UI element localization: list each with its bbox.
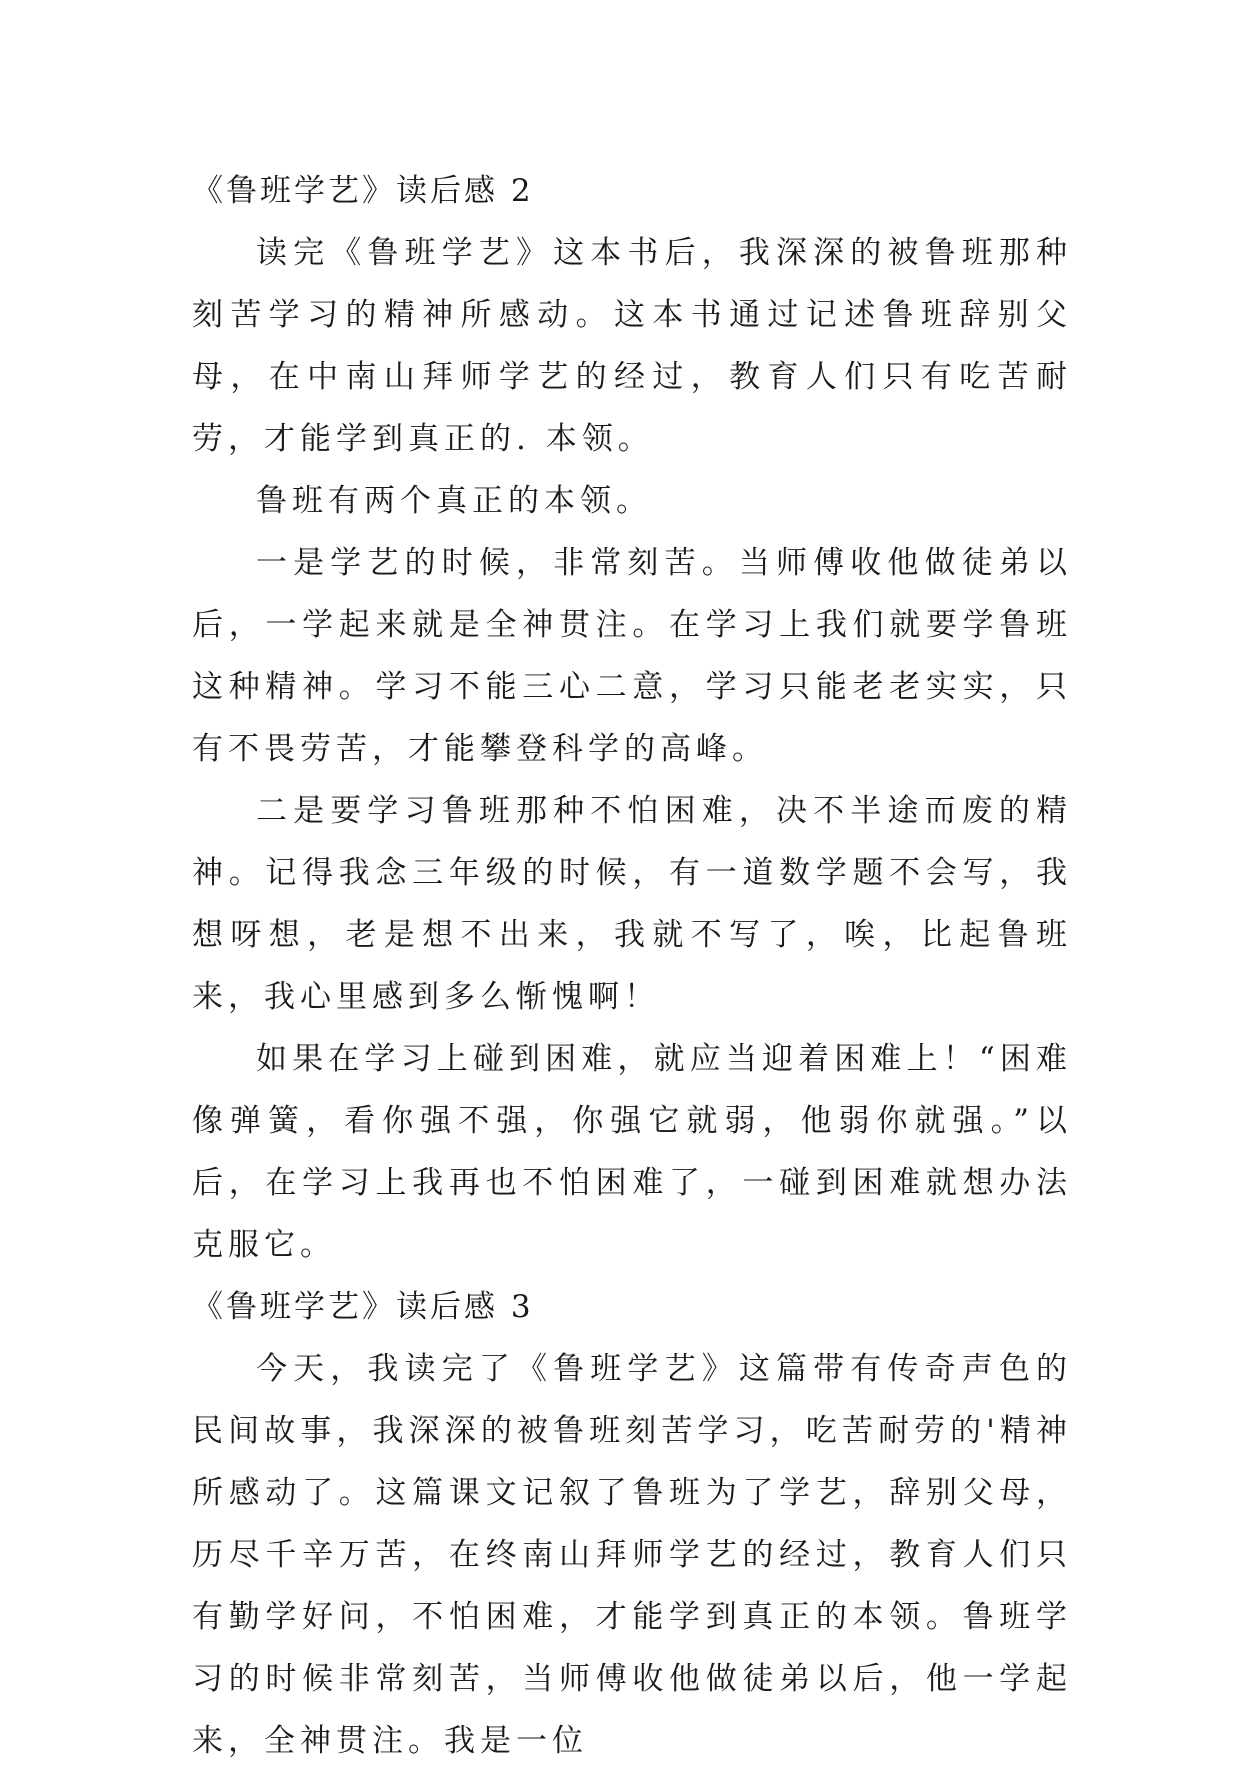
- section-title-2: 《鲁班学艺》读后感 2: [192, 173, 534, 209]
- paragraph: 今天，我读完了《鲁班学艺》这篇带有传奇声色的民间故事，我深深的被鲁班刻苦学习，吃苦耐劳的'精神所感动了。这篇课文记叙了鲁班为了学艺，辞别父母，历尽千辛万苦，在终南山拜师学艺的经过，教育人们只有勤学好问，不怕困难，才能学到真正的本领。鲁班学习的时候非常刻苦，当师傅收他做徒弟以后，他一学起来，全神贯注。我是一位: [192, 1351, 1072, 1759]
- paragraph: 鲁班有两个真正的本领。: [256, 483, 652, 519]
- paragraph: 如果在学习上碰到困难，就应当迎着困难上！“困难像弹簧，看你强不强，你强它就弱，他弱你就强。”以后，在学习上我再也不怕困难了，一碰到困难就想办法克服它。: [192, 1041, 1072, 1263]
- section-title-3: 《鲁班学艺》读后感 3: [192, 1289, 534, 1325]
- paragraph: 读完《鲁班学艺》这本书后，我深深的被鲁班那种刻苦学习的精神所感动。这本书通过记述鲁班辞别父母，在中南山拜师学艺的经过，教育人们只有吃苦耐劳，才能学到真正的. 本领。: [192, 235, 1072, 457]
- paragraph: 二是要学习鲁班那种不怕困难，决不半途而废的精神。记得我念三年级的时候，有一道数学题不会写，我想呀想，老是想不出来，我就不写了，唉，比起鲁班来，我心里感到多么惭愧啊！: [192, 793, 1072, 1015]
- paragraph: 一是学艺的时候，非常刻苦。当师傅收他做徒弟以后，一学起来就是全神贯注。在学习上我们就要学鲁班这种精神。学习不能三心二意，学习只能老老实实，只有不畏劳苦，才能攀登科学的高峰。: [192, 545, 1072, 767]
- document-body: [192, 160, 1072, 1772]
